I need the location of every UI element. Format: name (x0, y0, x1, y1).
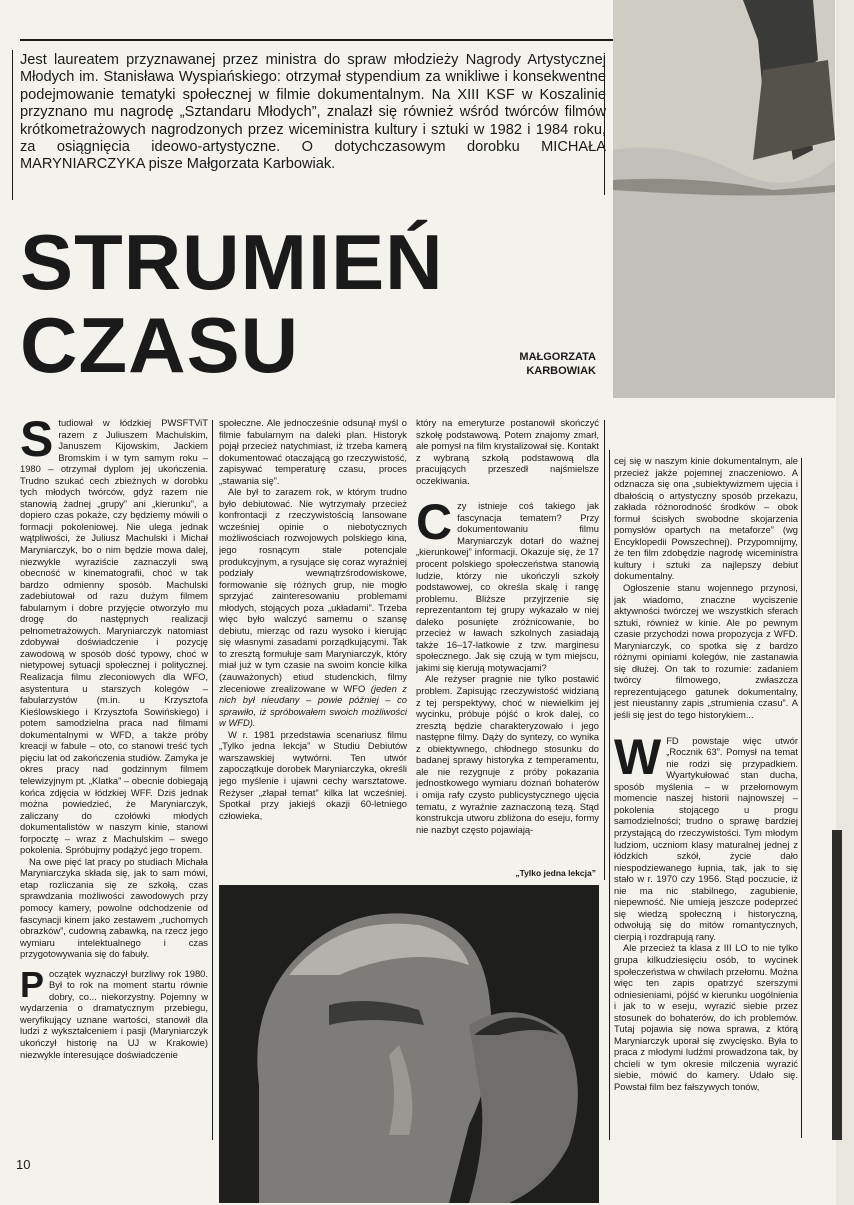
main-photo (219, 885, 599, 1203)
col3-paragraph-1: który na emeryturze postanowił skończyć szkołę podstawową. Potem znajomy zmarł, ale pomysł na film krystalizował się. Kontakt z wybraną szkołą podstawową dla pracujących przeszedł najśmielsze oczekiwania. (416, 417, 599, 486)
dropcap-s: S (20, 417, 54, 467)
column-3 (416, 417, 599, 869)
page-number: 10 (16, 1157, 31, 1172)
article-title-line-2: CZASU (20, 301, 300, 389)
main-photo-image (219, 885, 599, 1203)
intro-left-rule (12, 50, 13, 200)
col4-paragraph-4: Ale przecież ta klasa z III LO to nie tylko grupa kilkudziesięciu osób, to wycinek społeczeństwa w chwilach przełomu. Można więc ten zapis opatrzyć szerszymi odniesieniami, pójść w kierunku uogólnienia i jak to w eseju, wyrazić siebie przez stosunek do bohaterów, do ich problemów. Tutaj pojawia się nowa sprawa, z którą Maryniarczyk uporał się zwycięsko. Była to praca z młodymi ludźmi prowadzona tak, by chcieli w tym okresie milczenia wyrazić siebie, mówić do kamery. Udało się. Powstał film bez fałszywych tonów, (614, 942, 798, 1092)
col4-paragraph-1: cej się w naszym kinie dokumentalnym, ale przecież jakże pojemnej znaczeniowo. A odznacza się ona „subiektywizmem ujęcia i dbałością o artystyczny sposób przekazu, zakłada różnorodność środków – obok formuł ścisłych swobodne skojarzenia pomysłów opartych na metaforze” (wg Encyklopedii Powszechnej). Przypomnijmy, że ten film zdobędzie nagrodę wiceministra kultury i sztuki za najlepszy debiut dokumentalny. (614, 455, 798, 582)
col2-paragraph-1: społeczne. Ale jednocześnie odsunął myśl o filmie fabularnym na daleki plan. Historyk pojął przecież natychmiast, iż trzeba kamerą dokumentować otaczającą go rzeczywistość, zapisywać temperaturę czasu, proces „stawania się”. (219, 417, 407, 486)
col2-italic-quote: (jeden z nich był nieudany – powie później – co sprawiło, iż spróbowałem swoich możliwości w WFD). (219, 682, 407, 729)
col4-paragraph-3: FD powstaje więc utwór „Rocznik 63”. Pomysł na temat nie rodzi się przypadkiem. Wyartykułować stan ducha, sposób myślenia – w przełomowym momencie naszej historii najnowszej – pokolenia stojącego u progu samodzielności; trudno o sprawę bardziej przystającą do rzeczywistości. Tym młodym ludziom, uczniom klasy maturalnej jednej z łódzkich szkół, życie dało niespodziewanego łupnia, tak, jak to się stało w r. 1970 czy 1956. Stąd poczucie, iż nie ma nic stabilnego, zagubienie, niepewność. Nie umieją jeszcze podeprzeć się wiedzą społeczną i historyczną, odwołują się do mitów romantycznych, cierpią i rozdrapują rany. (614, 734, 798, 942)
top-photo (613, 0, 835, 398)
author-last-name: KARBOWIAK (526, 365, 596, 377)
top-photo-image (613, 0, 835, 398)
photo-caption: „Tylko jedna lekcja” (515, 868, 596, 878)
col4-paragraph-3-wrap (614, 728, 798, 943)
intro-paragraph: Jest laureatem przyznawanej przez ministra do spraw młodzieży Nagrody Artystycznej Młodych im. Stanisława Wyspiańskiego: otrzymał stypendium za wnikliwe i konsekwentne podejmowanie tematyki społecznej w filmie dokumentalnym. Na XIII KSF w Koszalinie przyznano mu nagrodę „Sztandaru Młodych”, znalazł się również wśród twórców filmów krótkometrażowych nagrodzonych przez wiceministra kultury i sztuki w 1982 i 1984 roku, za osiągnięcia ideowo-artystyczne. O dotychczasowym dorobku MICHAŁA MARYNIARCZYKA pisze Małgorzata Karbowiak. (20, 52, 606, 173)
col2-paragraph-2 (219, 486, 407, 728)
col1-paragraph-3: oczątek wyznaczył burzliwy rok 1980. Był to rok na moment startu równie dobry, co... niekorzystny. Pojemny w wydarzenia o dramatycznym przebiegu, weryfikujący uznane wartości, stanowił dla ludzi z wykształceniem i pasji (Maryniarczyk ukończył historię na UJ w Krakowie) niezwykle interesujące doświadczenie (20, 967, 208, 1060)
col4-right-rule (801, 458, 802, 1138)
author-first-name: MAŁGORZATA (519, 351, 596, 363)
article-title-line-1: STRUMIEŃ (20, 218, 444, 306)
col4-edge-photo-strip (832, 830, 842, 1140)
col3-paragraph-2: zy istnieje coś takiego jak fascynacja tematem? Przy dokumentowaniu filmu Maryniarczyk dotarł do ważnej „kierunkowej” informacji. Okazuje się, że 17 procent polskiego społeczeństwa stanowią ludzie, którzy nie ukończyli szkoły podstawowej, co określa skalę i rangę problemu. Bliższe przyjrzenie się reprezentantom tej grupy wykazało w niej daleko posunięte zróżnicowanie, bo przecież w ławach szkolnych zasiadają także 16–17-latkowie z tzw. marginesu społecznego. Jak się czują w tym miejscu, jakimi się kierują motywacjami? (416, 500, 599, 673)
col1-right-rule (212, 420, 213, 1140)
column-4 (614, 455, 798, 1147)
col4-left-rule (609, 450, 610, 1140)
col1-paragraph-1: tudiował w łódzkiej PWSFTViT razem z Juliuszem Machulskim, Januszem Kijowskim, Jackiem Bromskim i w tym samym roku – 1980 – otrzymał dyplom jej ukończenia. Trudno szukać cech zbieżnych w dorobku tych młodych twórców, gdyż razem nie stanowią żadnej „grupy” ani „kierunku”, a dopiero czas pokaże, czy będziemy mówili o formacji pokoleniowej. Nie ulega jednak wątpliwości, że Juliusz Machulski i Michał Maryniarczyk, bo o nim będzie mowa dalej, niezwykle wyraziście zaznaczyli swą obecność w kinematografii, choć w tak bardzo odmienny sposób. Machulski zadebiutował od razu dużym filmem fabularnym i dobre przyjęcie otworzyło mu drogę do następnych realizacji pełnometrażowych. Maryniarczyk natomiast zdobywał doświadczenie i pozycję zawodową w sposób dość typowy, choć w nietypowej sytuacji społecznej i politycznej. Realizacja filmu zleconiowych dla WFO, asystentura u starszych kolegów – fabularzystów (m.in. u Krzysztofa Kieślowskiego i Krzysztofa Sowińskiego) i potem samodzielna praca nad filmami dokumentalnymi w WFD, a także próby kreacji w fabule – oto, co stanowi treść tych pięciu lat od zakończenia studiów. Zamyka je okres pracy nad godzinnym filmem telewizyjnym pt. „Klatka” – obecnie dobiegają końca zdjęcia w łódzkiej WFF. Dziś jednak można powiedzieć, że Maryniarczyk, zaliczany do czołówki młodych dokumentalistów w naszym kinie, stanowi forpocztę – wraz z Machulskim – swego pokolenia. Spróbujmy podążyć jego tropem. (20, 417, 208, 856)
dropcap-p: P (20, 963, 45, 1005)
col3-paragraph-2-wrap (416, 494, 599, 673)
dropcap-c: C (416, 494, 453, 551)
col2-paragraph-2-text: Ale był to zarazem rok, w którym trudno było debiutować. Nie wytrzymały przecież konfrontacji z rzeczywistością lansowane wcześniej opinie o niebotycznych możliwościach rozwojowych polskiego kina, jego rosnącym stale potencjale produkcyjnym, a rysujące się coraz wyraźniej podziały wewnątrzśrodowiskowe, formowanie się różnych grup, nie mogło sprzyjać zainteresowaniu problemami młodych, stojących poza „układami”. Trzeba więc było walczyć samemu o szansę debiutu, mierząc od razu wysoko i kierując się własnymi zasadami porządkującymi. Tak to zresztą formułuje sam Maryniarczyk, który miał już w tym czasie na swoim koncie kilka (zauważonych) etiud studenckich, filmy zleceniowe zrealizowane w WFO (219, 486, 407, 694)
col2-paragraph-3: W r. 1981 przedstawia scenariusz filmu „Tylko jedna lekcja” w Studiu Debiutów warszawskiej wytwórni. Ten utwór zapoczątkuje dorobek Maryniarczyka, określi jego myślenie i ujawni cechy warsztatowe. Reżyser „złapał temat” kilka lat wcześniej. Spotkał przy jakiejś okazji 60-letniego człowieka, (219, 728, 407, 821)
column-1 (20, 417, 208, 1147)
col3-right-rule (604, 420, 605, 880)
col1-paragraph-2: Na owe pięć lat pracy po studiach Michała Maryniarczyka składa się, jak to sam mówi, etap rozliczania się ze szkołą, czas sprawdzania możliwości zawodowych przy pomocy kamery, powolne odchodzenie od fascynacji kinem jako zestawem „ruchomych obrazków”, cudowną zabawką, na rzecz jego wymiaru intelektualnego i czas przygotowywania się do fabuły. (20, 855, 208, 960)
col3-paragraph-3: Ale reżyser pragnie nie tylko postawić problem. Zapisując rzeczywistość widzianą z tej perspektywy, choć w niewielkim jej wycinku, próbuje pójść o krok dalej, co zresztą będzie charakteryzowało i jego następne filmy. Dąży do syntezy, co wynika z obiektywnego, chłodnego stosunku do badanej sprawy historyka z temperamentu, ale nie rezygnuje z próby pokazania jednostkowego wymiaru doznań bohaterów i omija rafy czysto publicystycznego ujęcia tematu, z wyraźnie zaznaczoną tezą. Stąd konstrukcja utworu zbliżona do eseju, formy nie nazbyt często pojawiają- (416, 673, 599, 835)
col4-paragraph-2: Ogłoszenie stanu wojennego przynosi, jak wiadomo, znaczne wyciszenie aktywności twórczej we wszystkich sferach sztuki, również w kinie. Ale po pewnym czasie przychodzi nowa propozycja z WFD. Maryniarczyk, co spotka się z bardzo różnymi opiniami kolegów, nie zastanawia się dłużej. On tak to rozumie: zadaniem twórcy filmowego, zwłaszcza reprezentującego gatunek dokumentalny, jest nieustanny zapis „strumienia czasu”. A jeśli się jest do tego historykiem... (614, 582, 798, 721)
col1-paragraph-3-wrap (20, 963, 208, 1060)
top-rule (20, 39, 613, 41)
column-2 (219, 417, 407, 889)
dropcap-w: W (614, 728, 662, 785)
